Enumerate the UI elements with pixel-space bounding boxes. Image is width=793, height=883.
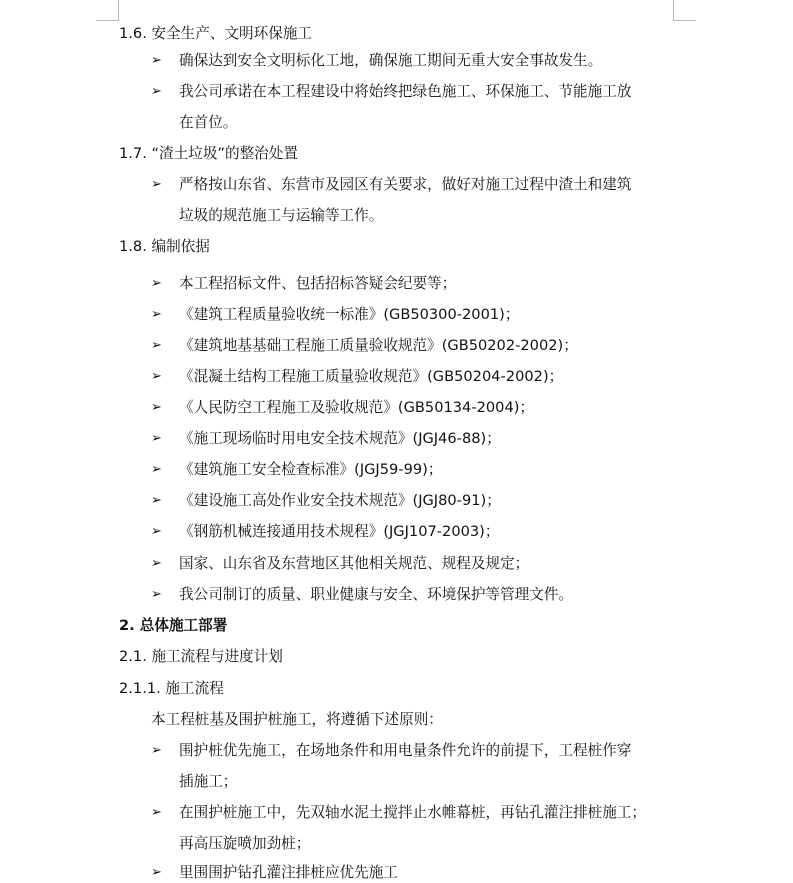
paragraph-intro: 本工程桩基及围护桩施工，将遵循下述原则：	[151, 711, 443, 728]
list-item: 《建筑工程质量验收统一标准》(GB50300-2001)；	[179, 306, 520, 323]
list-item: 我公司制订的质量、职业健康与安全、环境保护等管理文件。	[179, 586, 574, 603]
list-item: 里围围护钻孔灌注排桩应优先施工	[179, 864, 398, 881]
arrowhead-bullet-icon: ➢	[151, 743, 162, 758]
arrowhead-bullet-icon: ➢	[151, 369, 162, 384]
list-item: 我公司承诺在本工程建设中将始终把绿色施工、环保施工、节能施工放	[179, 83, 632, 100]
section-heading-1-7: 1.7. “渣土垃圾”的整治处置	[119, 145, 298, 162]
arrowhead-bullet-icon: ➢	[151, 462, 162, 477]
arrowhead-bullet-icon: ➢	[151, 524, 162, 539]
arrowhead-bullet-icon: ➢	[151, 84, 162, 99]
section-heading-2-1: 2.1. 施工流程与进度计划	[119, 648, 283, 665]
chapter-heading-2: 2. 总体施工部署	[119, 617, 228, 634]
arrowhead-bullet-icon: ➢	[151, 865, 162, 880]
list-item: 在围护桩施工中，先双轴水泥土搅拌止水帷幕桩，再钻孔灌注排桩施工；	[179, 804, 647, 821]
list-item-continuation: 垃圾的规范施工与运输等工作。	[179, 207, 384, 224]
arrowhead-bullet-icon: ➢	[151, 431, 162, 446]
list-item: 《建筑施工安全检查标准》(JGJ59-99)；	[179, 461, 443, 478]
arrowhead-bullet-icon: ➢	[151, 338, 162, 353]
margin-crop-mark	[673, 0, 696, 21]
section-heading-2-1-1: 2.1.1. 施工流程	[119, 680, 224, 697]
list-item-continuation: 插施工；	[179, 773, 238, 790]
arrowhead-bullet-icon: ➢	[151, 556, 162, 571]
list-item: 《钢筋机械连接通用技术规程》(JGJ107-2003)；	[179, 523, 500, 540]
arrowhead-bullet-icon: ➢	[151, 587, 162, 602]
list-item: 围护桩优先施工，在场地条件和用电量条件允许的前提下，工程桩作穿	[179, 742, 632, 759]
list-item: 《人民防空工程施工及验收规范》(GB50134-2004)；	[179, 399, 535, 416]
list-item: 确保达到安全文明标化工地，确保施工期间无重大安全事故发生。	[179, 52, 603, 69]
arrowhead-bullet-icon: ➢	[151, 493, 162, 508]
list-item: 《建筑地基基础工程施工质量验收规范》(GB50202-2002)；	[179, 337, 578, 354]
list-item: 《混凝土结构工程施工质量验收规范》(GB50204-2002)；	[179, 368, 564, 385]
list-item-continuation: 再高压旋喷加劲桩；	[179, 835, 311, 852]
margin-crop-mark	[96, 0, 119, 21]
arrowhead-bullet-icon: ➢	[151, 177, 162, 192]
section-heading-1-8: 1.8. 编制依据	[119, 238, 210, 255]
arrowhead-bullet-icon: ➢	[151, 53, 162, 68]
list-item: 本工程招标文件、包括招标答疑会纪要等；	[179, 275, 457, 292]
list-item: 《建设施工高处作业安全技术规范》(JGJ80-91)；	[179, 492, 501, 509]
arrowhead-bullet-icon: ➢	[151, 276, 162, 291]
section-heading-1-6: 1.6. 安全生产、文明环保施工	[119, 25, 313, 42]
arrowhead-bullet-icon: ➢	[151, 805, 162, 820]
arrowhead-bullet-icon: ➢	[151, 307, 162, 322]
list-item: 国家、山东省及东营地区其他相关规范、规程及规定；	[179, 555, 530, 572]
list-item: 《施工现场临时用电安全技术规范》(JGJ46-88)；	[179, 430, 501, 447]
arrowhead-bullet-icon: ➢	[151, 400, 162, 415]
list-item-continuation: 在首位。	[179, 114, 238, 131]
list-item: 严格按山东省、东营市及园区有关要求，做好对施工过程中渣土和建筑	[179, 176, 632, 193]
